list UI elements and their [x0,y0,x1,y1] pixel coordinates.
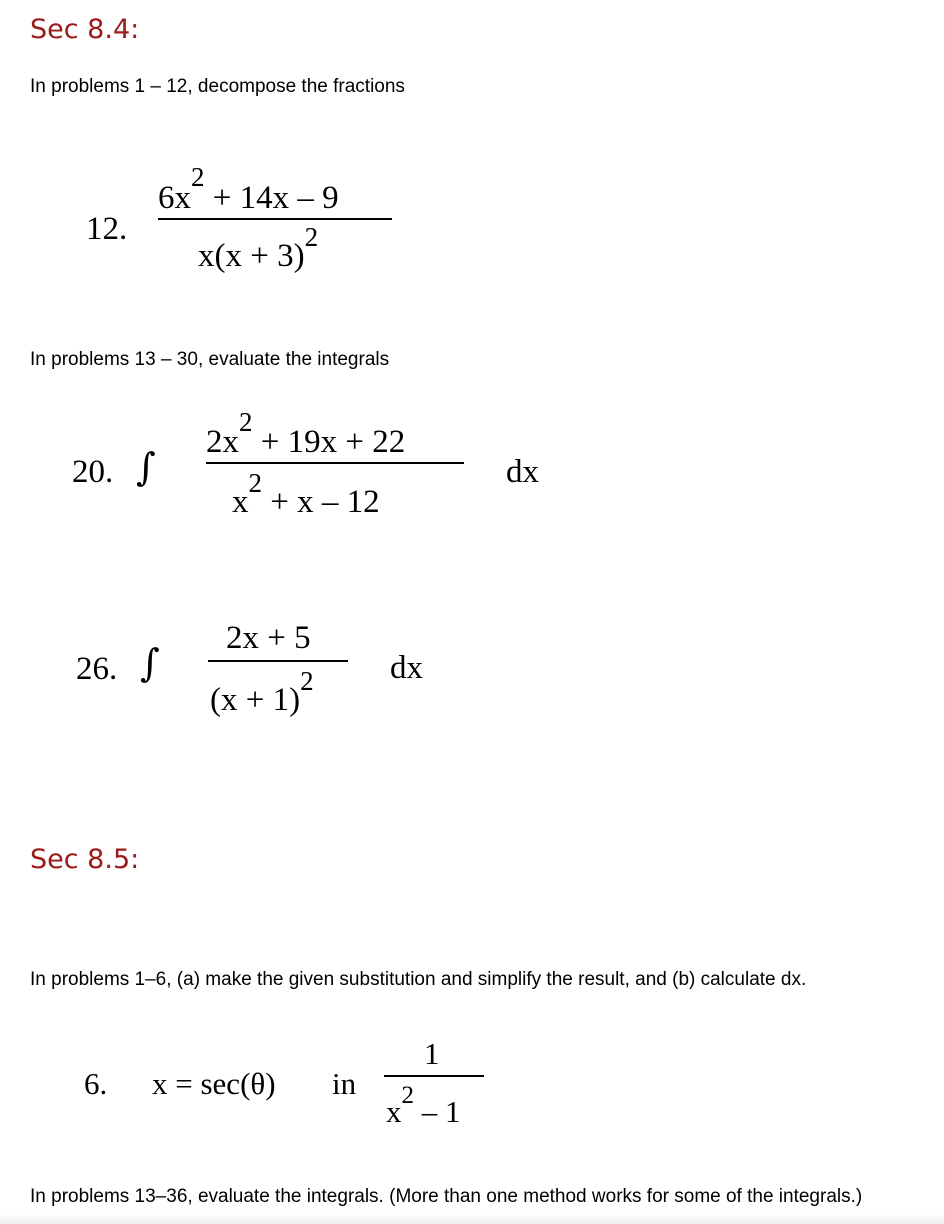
fraction-denominator [386,1082,461,1129]
differential: dx [390,650,423,686]
integral-sign: ∫ [140,641,160,685]
section-heading-8-5: Sec 8.5: [30,844,140,875]
denominator-exponent: 2 [304,222,319,252]
fraction-numerator [206,407,406,460]
fraction-bar [206,462,464,464]
problem-number: 26. [76,651,118,687]
section-heading-8-4: Sec 8.4: [30,14,140,45]
denominator-exponent: 2 [300,666,314,696]
fraction-bar [208,660,348,662]
fraction-denominator [198,222,319,274]
fraction-numerator: 1 [424,1036,440,1071]
substitution-expression: x = sec(θ) [152,1066,276,1101]
numerator-rest: + 14x – 9 [212,180,339,216]
page-bottom-edge [0,1214,944,1224]
denominator-base: x(x + 3) [198,238,305,274]
denominator-exponent: 2 [248,468,262,498]
fraction-bar [158,218,392,220]
denominator-rest: + x – 12 [270,484,380,520]
denominator-base: (x + 1) [210,682,301,718]
numerator-base: 2x [206,424,239,460]
instruction-decompose: In problems 1 – 12, decompose the fractions [30,76,405,97]
numerator-exponent: 2 [191,162,205,192]
fraction-numerator [158,162,339,216]
integral-sign: ∫ [136,445,156,489]
instruction-evaluate-integrals: In problems 13 – 30, evaluate the integrals [30,349,390,370]
problem-number: 6. [84,1066,108,1101]
numerator-rest: + 19x + 22 [260,424,406,460]
fraction-denominator [232,468,380,520]
fraction-denominator [210,666,314,718]
problem-number: 20. [72,454,114,490]
denominator-base: x [386,1094,402,1129]
instruction-substitution: In problems 1–6, (a) make the given substitution and simplify the result, and (b) calculate dx. [30,969,807,990]
fraction-numerator: 2x + 5 [226,620,311,656]
denominator-rest: – 1 [421,1094,461,1129]
denominator-base: x [232,484,249,520]
connector-word: in [332,1066,357,1101]
instruction-evaluate-integrals-8-5: In problems 13–36, evaluate the integrals. (More than one method works for some of the integrals.) [30,1186,863,1207]
numerator-exponent: 2 [239,407,253,437]
problem-number: 12. [86,211,128,247]
fraction-bar [384,1075,484,1077]
differential: dx [506,454,539,490]
numerator-base: 6x [158,180,191,216]
denominator-exponent: 2 [401,1082,414,1109]
